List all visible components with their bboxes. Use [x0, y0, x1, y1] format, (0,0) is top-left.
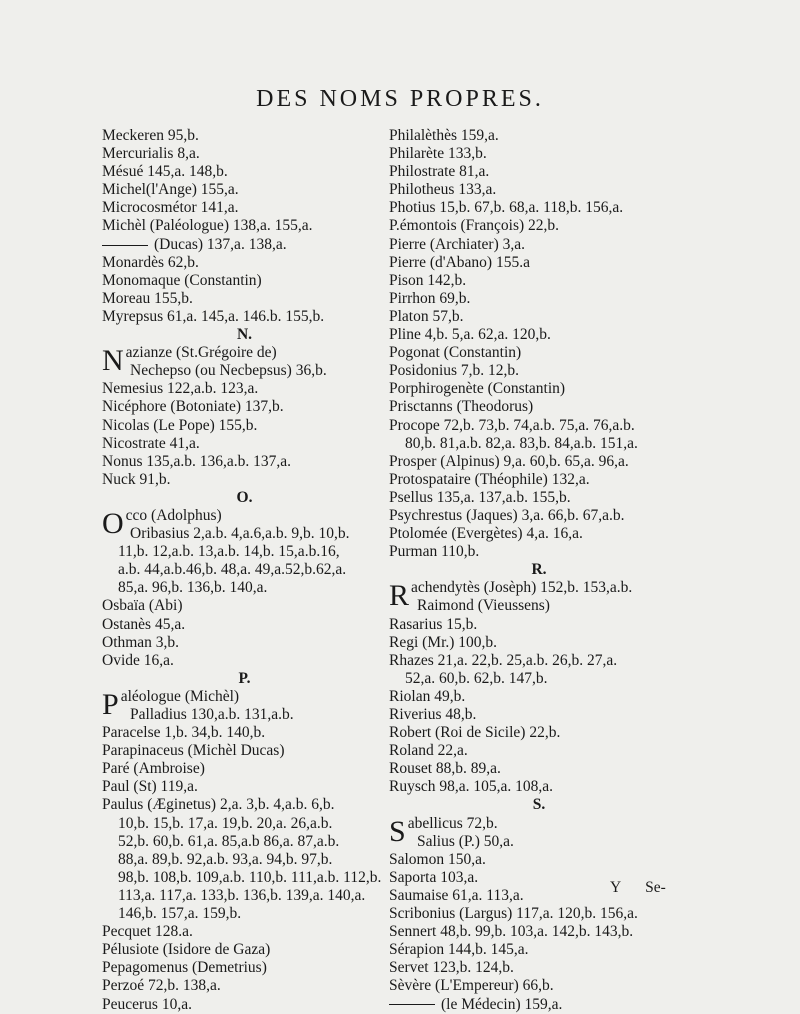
index-entry [102, 959, 387, 977]
entry-text: P. [238, 669, 251, 687]
index-entry [389, 634, 689, 652]
index-entry [389, 507, 689, 525]
index-entry [102, 217, 387, 235]
entry-text: Salius (P.) 50,a. [417, 832, 514, 850]
index-entry [389, 977, 689, 995]
index-entry [389, 272, 689, 290]
index-entry [389, 199, 689, 217]
index-entry [102, 616, 387, 634]
entry-text: Sennert 48,b. 99,b. 103,a. 142,b. 143,b. [389, 923, 634, 941]
entry-text: 85,a. 96,b. 136,b. 140,a. [118, 579, 268, 597]
entry-text: Nemesius 122,a.b. 123,a. [102, 380, 259, 398]
index-entry [102, 869, 387, 887]
index-entry [102, 724, 387, 742]
entry-text: Photius 15,b. 67,b. 68,a. 118,b. 156,a. [389, 199, 624, 217]
entry-text: S. [532, 796, 546, 814]
index-entry [389, 851, 689, 869]
index-entry [389, 326, 689, 344]
entry-text: Ptolomée (Evergètes) 4,a. 16,a. [389, 525, 583, 543]
entry-text: Salomon 150,a. [389, 850, 486, 868]
entry-text: 11,b. 12,a.b. 13,a.b. 14,b. 15,a.b.16, [118, 543, 340, 561]
entry-text: Philarète 133,b. [389, 145, 487, 163]
entry-text: Palladius 130,a.b. 131,a.b. [130, 706, 294, 723]
index-entry [389, 688, 689, 706]
index-entry [102, 236, 387, 254]
entry-text: Rhazes 21,a. 22,b. 25,a.b. 26,b. 27,a. [389, 651, 618, 669]
index-entry [389, 254, 689, 272]
index-entry [389, 453, 689, 471]
entry-text: Riolan 49,b. [389, 687, 466, 705]
index-entry [389, 724, 689, 742]
entry-text: Servet 123,b. 124,b. [389, 959, 514, 977]
entry-text: Raimond (Vieussens) [417, 597, 550, 615]
entry-text: Mercurialis 8,a. [102, 145, 200, 163]
index-entry [389, 833, 689, 851]
entry-text: Nuck 91,b. [102, 470, 171, 488]
index-entry [102, 815, 387, 833]
index-entry [389, 236, 689, 254]
entry-text: Ostanès 45,a. [102, 615, 186, 633]
index-entry [102, 362, 387, 380]
index-entry [389, 308, 689, 326]
section-letter [102, 489, 387, 507]
entry-text: Philotheus 133,a. [389, 181, 497, 199]
entry-text: Othman 3,b. [102, 633, 180, 651]
index-entry [102, 905, 387, 923]
index-entry [102, 453, 387, 471]
index-entry [389, 941, 689, 959]
index-entry [102, 923, 387, 941]
entry-text: Psellus 135,a. 137,a.b. 155,b. [389, 488, 571, 506]
entry-text: Sèvère (L'Empereur) 66,b. [389, 977, 554, 995]
entry-text: Paracelse 1,b. 34,b. 140,b. [102, 724, 266, 742]
index-entry [102, 706, 387, 724]
entry-text: aléologue (Michèl) [120, 687, 240, 705]
entry-text: Philalèthès 159,a. [389, 127, 499, 144]
entry-text: N. [236, 326, 253, 344]
index-entry [102, 742, 387, 760]
entry-text: cco (Adolphus) [125, 506, 222, 524]
index-entry [389, 435, 689, 453]
section-letter [389, 796, 689, 814]
entry-text: 88,a. 89,b. 92,a.b. 93,a. 94,b. 97,b. [118, 850, 333, 868]
index-entry [389, 217, 689, 235]
entry-text: Ruysch 98,a. 105,a. 108,a. [389, 778, 554, 796]
index-entry [102, 435, 387, 453]
catchword: Se- [645, 879, 666, 896]
index-entry [102, 181, 387, 199]
entry-text: Porphirogenète (Constantin) [389, 380, 566, 398]
entry-text: Riverius 48,b. [389, 706, 477, 723]
section-letter [102, 670, 387, 688]
index-entry [389, 670, 689, 688]
entry-text: 80,b. 81,a.b. 82,a. 83,b. 84,a.b. 151,a. [405, 434, 638, 452]
index-entry [389, 996, 689, 1014]
entry-text: Nicostrate 41,a. [102, 434, 200, 452]
entry-text: (Ducas) 137,a. 138,a. [154, 235, 287, 253]
entry-text: Monardès 62,b. [102, 253, 199, 271]
index-entry [102, 634, 387, 652]
index-entry [102, 272, 387, 290]
index-entry [389, 778, 689, 796]
index-entry [102, 398, 387, 416]
index-entry [102, 199, 387, 217]
index-entry [102, 833, 387, 851]
entry-text: Prisctanns (Theodorus) [389, 398, 534, 416]
entry-text: achendytès (Josèph) 152,b. 153,a.b. [411, 579, 633, 597]
index-entry [389, 290, 689, 308]
index-entry [389, 127, 689, 145]
entry-text: Paré (Ambroise) [102, 760, 205, 778]
entry-text: Saporta 103,a. [389, 868, 479, 886]
index-column-left [102, 127, 387, 1014]
entry-text: Prosper (Alpinus) 9,a. 60,b. 65,a. 96,a. [389, 452, 629, 470]
entry-text: Oribasius 2,a.b. 4,a.6,a.b. 9,b. 10,b. [130, 525, 350, 543]
index-entry [389, 398, 689, 416]
index-entry [389, 525, 689, 543]
entry-text: Sérapion 144,b. 145,a. [389, 941, 529, 959]
entry-text: Platon 57,b. [389, 307, 464, 325]
entry-text: Purman 110,b. [389, 543, 480, 561]
entry-text: R. [531, 561, 547, 579]
index-entry [102, 145, 387, 163]
index-entry [389, 489, 689, 507]
index-entry [389, 380, 689, 398]
index-entry [102, 760, 387, 778]
index-entry [389, 145, 689, 163]
drop-capital: S [389, 814, 406, 848]
entry-text: Moreau 155,b. [102, 289, 193, 307]
entry-text: Myrepsus 61,a. 145,a. 146.b. 155,b. [102, 307, 325, 325]
entry-text: 98,b. 108,b. 109,a.b. 110,b. 111,a.b. 112,b. [118, 868, 382, 886]
entry-text: a.b. 44,a.b.46,b. 48,a. 49,a.52,b.62,a. [118, 561, 347, 579]
entry-text: Pepagomenus (Demetrius) [102, 959, 267, 977]
index-entry [389, 923, 689, 941]
index-entry [102, 525, 387, 543]
entry-text: Nicolas (Le Pope) 155,b. [102, 416, 258, 434]
drop-capital: O [102, 506, 124, 540]
index-entry [102, 996, 387, 1014]
entry-text: Rouset 88,b. 89,a. [389, 760, 501, 778]
entry-text: Parapinaceus (Michèl Ducas) [102, 742, 285, 760]
entry-text: azianze (St.Grégoire de) [125, 344, 277, 362]
index-entry [102, 290, 387, 308]
entry-text: Perzoé 72,b. 138,a. [102, 977, 221, 995]
entry-text: Pline 4,b. 5,a. 62,a. 120,b. [389, 326, 551, 344]
index-entry [102, 308, 387, 326]
index-entry [102, 941, 387, 959]
entry-text: Pogonat (Constantin) [389, 344, 522, 362]
entry-text: 146,b. 157,a. 159,b. [118, 905, 242, 923]
index-entry [102, 543, 387, 561]
index-entry [102, 254, 387, 272]
entry-text: Paul (St) 119,a. [102, 778, 198, 796]
entry-text: (le Médecin) 159,a. [441, 995, 563, 1013]
index-entry [102, 163, 387, 181]
ditto-rule [102, 245, 148, 246]
index-entry [102, 977, 387, 995]
entry-text: Mésué 145,a. 148,b. [102, 163, 228, 181]
index-entry [102, 887, 387, 905]
index-entry [389, 543, 689, 561]
index-entry [389, 181, 689, 199]
index-entry [389, 959, 689, 977]
section-letter [389, 561, 689, 579]
index-entry [102, 778, 387, 796]
drop-capital: N [102, 344, 124, 378]
entry-text: Posidonius 7,b. 12,b. [389, 362, 520, 380]
index-entry [389, 471, 689, 489]
entry-text: Rasarius 15,b. [389, 615, 478, 633]
entry-text: Saumaise 61,a. 113,a. [389, 886, 524, 904]
entry-text: 113,a. 117,a. 133,b. 136,b. 139,a. 140,a. [118, 886, 366, 904]
index-entry [102, 796, 387, 814]
index-entry [389, 597, 689, 615]
index-entry [389, 362, 689, 380]
ditto-rule [389, 1004, 435, 1005]
index-entry [102, 471, 387, 489]
index-entry [102, 561, 387, 579]
entry-text: Meckeren 95,b. [102, 127, 199, 144]
entry-text: Michel(l'Ange) 155,a. [102, 181, 239, 199]
entry-text: 10,b. 15,b. 17,a. 19,b. 20,a. 26,a.b. [118, 814, 333, 832]
entry-text: Robert (Roi de Sicile) 22,b. [389, 724, 561, 742]
index-entry [102, 851, 387, 869]
index-entry [102, 579, 387, 597]
section-letter [102, 326, 387, 344]
entry-text: Nicéphore (Botoniate) 137,b. [102, 398, 284, 416]
entry-text: Osbaïa (Abi) [102, 597, 183, 615]
footer [610, 879, 666, 897]
entry-text: Psychrestus (Jaques) 3,a. 66,b. 67,a.b. [389, 506, 625, 524]
index-entry [389, 344, 689, 362]
index-entry [102, 127, 387, 145]
entry-text: Michèl (Paléologue) 138,a. 155,a. [102, 217, 313, 235]
entry-text: Regi (Mr.) 100,b. [389, 633, 498, 651]
entry-text: Pecquet 128.a. [102, 923, 193, 941]
entry-text: Paulus (Æginetus) 2,a. 3,b. 4,a.b. 6,b. [102, 796, 335, 814]
entry-text: Pierre (d'Abano) 155.a [389, 253, 530, 271]
index-entry [102, 597, 387, 615]
entry-text: 52,b. 60,b. 61,a. 85,a.b 86,a. 87,a.b. [118, 832, 340, 850]
entry-text: P.émontois (François) 22,b. [389, 217, 560, 235]
index-entry [102, 380, 387, 398]
entry-text: 52,a. 60,b. 62,b. 147,b. [405, 669, 548, 687]
index-entry [389, 417, 689, 435]
entry-text: Pierre (Archiater) 3,a. [389, 235, 525, 253]
entry-text: Pirrhon 69,b. [389, 289, 471, 307]
index-entry [389, 163, 689, 181]
entry-text: Scribonius (Largus) 117,a. 120,b. 156,a. [389, 905, 638, 923]
index-entry [389, 905, 689, 923]
index-entry [389, 760, 689, 778]
index-entry [389, 652, 689, 670]
entry-text: Nonus 135,a.b. 136,a.b. 137,a. [102, 452, 291, 470]
entry-text: abellicus 72,b. [407, 814, 498, 832]
entry-text: Microcosmétor 141,a. [102, 199, 239, 217]
signature-mark: Y [610, 879, 622, 896]
entry-text: Procope 72,b. 73,b. 74,a.b. 75,a. 76,a.b. [389, 416, 635, 434]
entry-text: Roland 22,a. [389, 742, 468, 760]
entry-text: Pélusiote (Isidore de Gaza) [102, 941, 271, 959]
entry-text: Protospataire (Théophile) 132,a. [389, 470, 590, 488]
entry-text: Peucerus 10,a. [102, 995, 192, 1013]
entry-text: Nechepso (ou Necbepsus) 36,b. [130, 362, 327, 380]
index-entry [389, 616, 689, 634]
drop-capital: R [389, 579, 410, 613]
entry-text: Philostrate 81,a. [389, 163, 490, 181]
entry-text: Ovide 16,a. [102, 651, 174, 669]
entry-text: O. [236, 488, 253, 506]
entry-text: Pison 142,b. [389, 271, 467, 289]
drop-capital: P [102, 687, 119, 721]
page-title: DES NOMS PROPRES. [256, 86, 544, 112]
index-entry [389, 742, 689, 760]
entry-text: Monomaque (Constantin) [102, 271, 262, 289]
index-entry [102, 417, 387, 435]
index-entry [102, 652, 387, 670]
index-entry [389, 706, 689, 724]
